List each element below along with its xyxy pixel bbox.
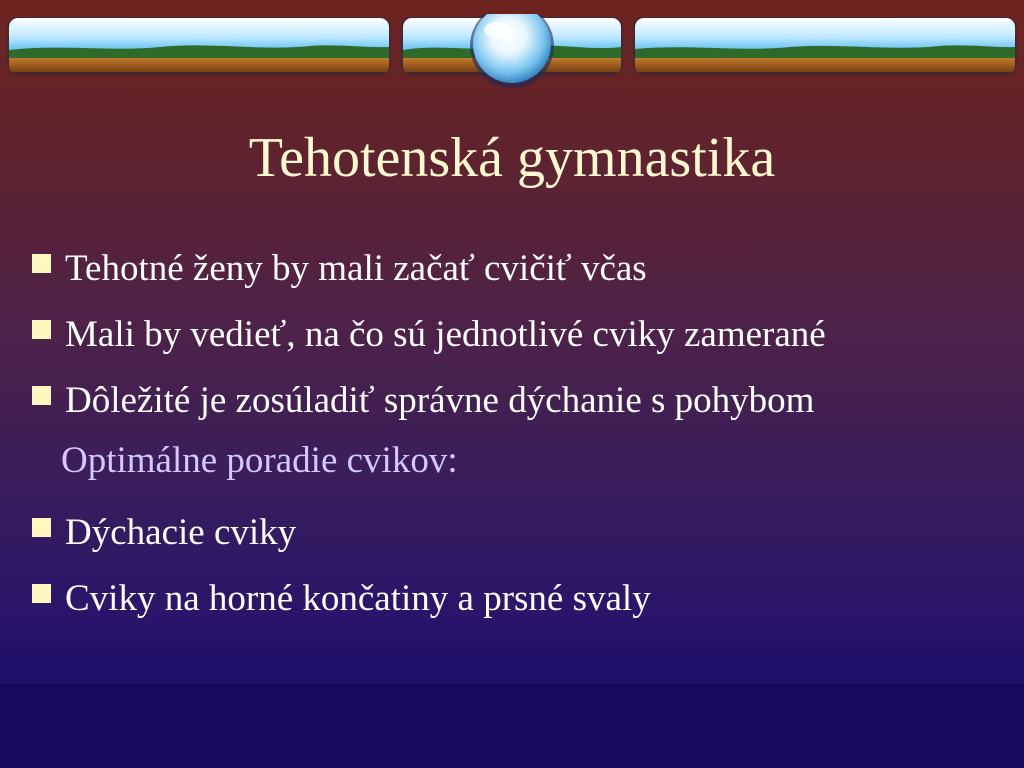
bullet-text: Dýchacie cviky <box>65 512 297 553</box>
square-bullet-icon <box>32 320 51 339</box>
subheading-text: Optimálne poradie cvikov: <box>61 440 458 481</box>
bullet-list <box>30 244 1020 640</box>
bullet-text: Tehotné ženy by mali začať cvičiť včas <box>65 248 647 289</box>
banner-right-panel <box>633 17 1017 75</box>
bullet-item <box>30 508 1020 574</box>
bullet-text: Mali by vedieť, na čo sú jednotlivé cviky zamerané <box>65 314 826 355</box>
banner-left-panel <box>7 17 391 75</box>
square-bullet-icon <box>32 584 51 603</box>
square-bullet-icon <box>32 518 51 537</box>
square-bullet-icon <box>32 386 51 405</box>
slide-bottom-band <box>0 684 1024 768</box>
globe-emblem <box>470 14 554 88</box>
bullet-item <box>30 574 1020 640</box>
bullet-text: Dôležité je zosúladiť správne dýchanie s pohybom <box>65 380 815 421</box>
header-banner <box>0 14 1024 94</box>
bullet-item <box>30 310 1020 376</box>
bullet-item <box>30 244 1020 310</box>
bullet-text: Cviky na horné končatiny a prsné svaly <box>65 578 651 619</box>
slide-title: Tehotenská gymnastika <box>248 127 776 189</box>
subheading-item <box>30 442 1020 508</box>
bullet-item <box>30 376 1020 442</box>
square-bullet-icon <box>32 254 51 273</box>
